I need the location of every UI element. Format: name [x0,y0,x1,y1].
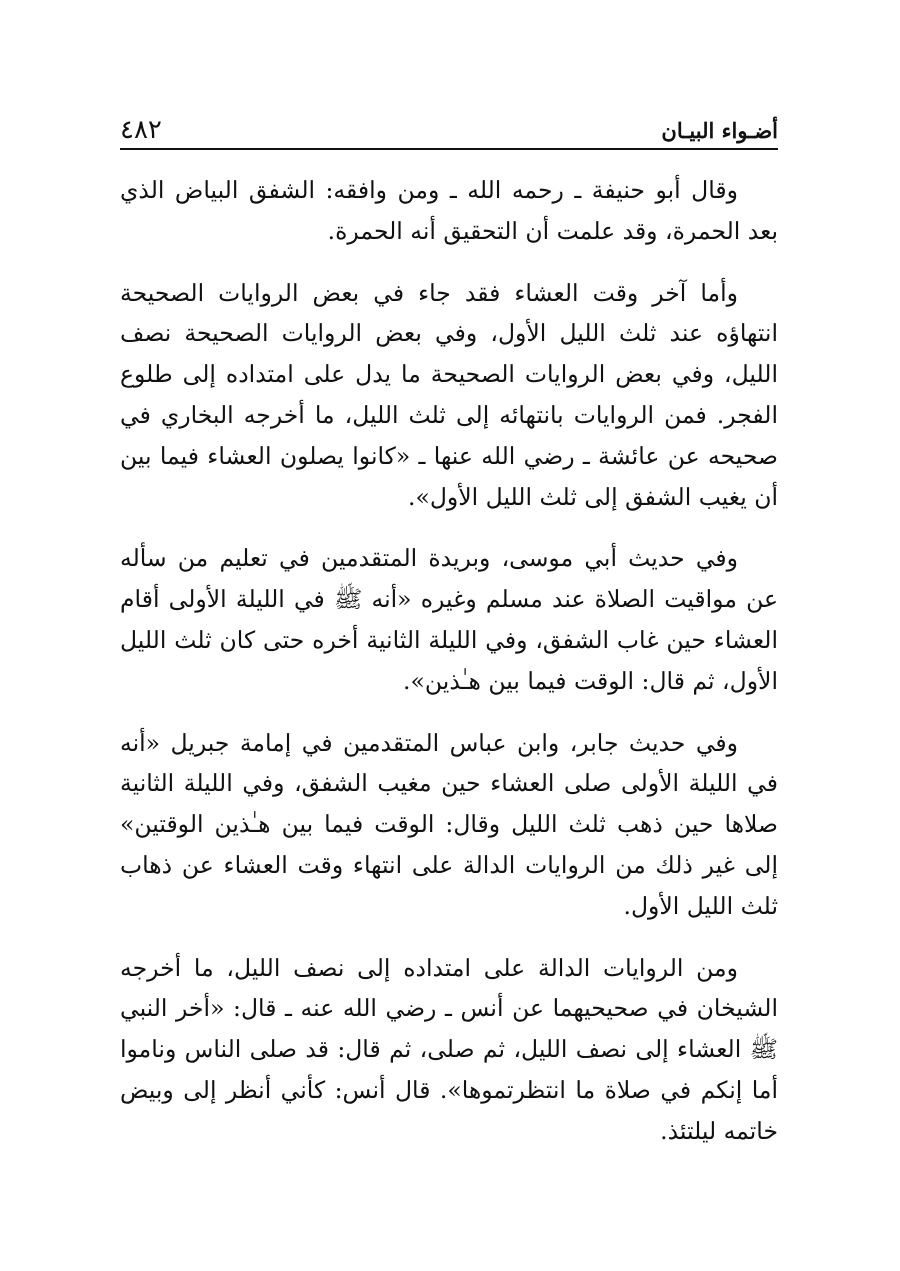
paragraph-3: وفي حديث أبي موسى، وبريدة المتقدمين في تعليم من سأله عن مواقيت الصلاة عند مسلم وغيره «أنه ﷺ في الليلة الأولى أقام العشاء حين غاب الشفق، وفي الليلة الثانية أخره حتى كان ثلث الليل الأول، ثم قال: الوقت فيما بين هـٰذين». [120,544,778,695]
paragraph-4: وفي حديث جابر، وابن عباس المتقدمين في إمامة جبريل «أنه في الليلة الأولى صلى العشاء حين مغيب الشفق، وفي الليلة الثانية صلاها حين ذهب ثلث الليل وقال: الوقت فيما بين هـٰذين الوقتين» إلى غير ذلك من الروايات الدالة على انتهاء وقت العشاء عن ذهاب ثلث الليل الأول. [120,728,778,920]
paragraph-1: وقال أبو حنيفة ـ رحمه الله ـ ومن وافقه: الشفق البياض الذي بعد الحمرة، وقد علمت أن التحقيق أنه الحمرة. [120,176,778,245]
book-title: أضـواء البيـان [661,117,778,143]
paragraph-5: ومن الروايات الدالة على امتداده إلى نصف الليل، ما أخرجه الشيخان في صحيحيهما عن أنس ـ رضي الله عنه ـ قال: «أخر النبي ﷺ العشاء إلى نصف الليل، ثم صلى، ثم قال: قد صلى الناس وناموا أما إنكم في صلاة ما انتظرتموها». قال أنس: كأني أنظر إلى وبيض خاتمه ليلتئذ. [120,953,778,1145]
paragraph-2: وأما آخر وقت العشاء فقد جاء في بعض الروايات الصحيحة انتهاؤه عند ثلث الليل الأول، وفي بعض الروايات الصحيحة نصف الليل، وفي بعض الروايات الصحيحة ما يدل على امتداده إلى طلوع الفجر. فمن الروايات بانتهائه إلى ثلث الليل، ما أخرجه البخاري في صحيحه عن عائشة ـ رضي الله عنها ـ «كانوا يصلون العشاء فيما بين أن يغيب الشفق إلى ثلث الليل الأول». [120,278,778,511]
body-text [120,170,778,1173]
running-header [120,112,778,150]
page-number: ٤٨٢ [120,115,162,145]
book-page [120,0,778,1271]
